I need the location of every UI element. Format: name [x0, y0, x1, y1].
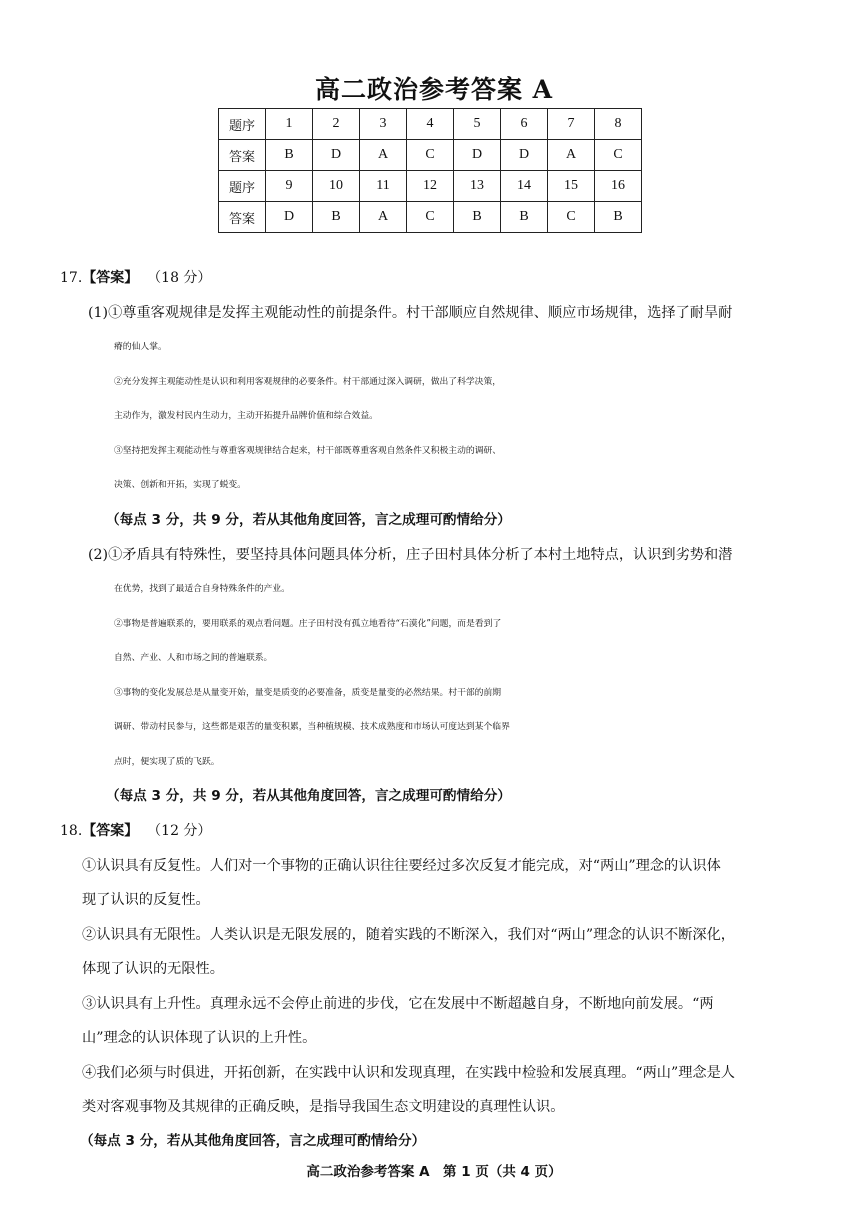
- q17-p1-line: ③坚持把发挥主观能动性与尊重客观规律结合起来，村干部既尊重客观自然条件又积极主动的调研、: [114, 446, 502, 456]
- answer-table-cell: D: [501, 140, 548, 171]
- answer-table-cell: D: [266, 202, 313, 233]
- answer-table: [218, 108, 642, 233]
- q18-line: ③认识具有上升性。真理永远不会停止前进的步伐，它在发展中不断超越自身，不断地向前发展。“两: [82, 996, 714, 1012]
- answer-table-cell: 3: [360, 109, 407, 140]
- answer-table-cell: A: [360, 140, 407, 171]
- q18-line: ①认识具有反复性。人们对一个事物的正确认识往往要经过多次反复才能完成，对“两山”理念的认识体: [82, 858, 721, 874]
- q17-score: （18 分）: [147, 270, 212, 286]
- q17-p2-line: ②事物是普遍联系的，要用联系的观点看问题。庄子田村没有孤立地看待“石漠化”问题，而是看到了: [114, 619, 502, 629]
- q18-score: （12 分）: [147, 823, 212, 839]
- q17-p2-scoring-note: （每点 3 分，共 9 分，若从其他角度回答，言之成理可酌情给分）: [106, 788, 511, 804]
- answer-table-cell: 9: [266, 171, 313, 202]
- q17-p2-line: (2)①矛盾具有特殊性，要坚持具体问题具体分析，庄子田村具体分析了本村土地特点，认识到劣势和潜: [88, 547, 733, 563]
- answer-table-cell: B: [454, 202, 501, 233]
- q18-line: 体现了认识的无限性。: [82, 961, 224, 977]
- answer-table-cell: 14: [501, 171, 548, 202]
- answer-table-cell: 16: [595, 171, 642, 202]
- answer-table-cell: C: [595, 140, 642, 171]
- answer-table-cell: C: [407, 202, 454, 233]
- q18-line: ②认识具有无限性。人类认识是无限发展的，随着实践的不断深入，我们对“两山”理念的认识不断深化，: [82, 927, 735, 943]
- q17-p2-line: 自然、产业、人和市场之间的普遍联系。: [114, 653, 273, 663]
- answer-table-cell: 8: [595, 109, 642, 140]
- answer-table-row: [219, 171, 642, 202]
- page-title: 高二政治参考答案 A: [314, 75, 554, 104]
- q17-header: [60, 268, 785, 288]
- answer-table-row: [219, 202, 642, 233]
- answer-table-cell: B: [595, 202, 642, 233]
- answer-table-cell: 11: [360, 171, 407, 202]
- answer-table-row: [219, 109, 642, 140]
- answer-table-cell: 4: [407, 109, 454, 140]
- q18-scoring-note: （每点 3 分，若从其他角度回答，言之成理可酌情给分）: [80, 1133, 426, 1149]
- answer-table-cell: 13: [454, 171, 501, 202]
- q17-p2-line: ③事物的变化发展总是从量变开始，量变是质变的必要准备，质变是量变的必然结果。村干部的前期: [114, 688, 502, 698]
- answer-table-cell: C: [407, 140, 454, 171]
- q17-number: 17.: [60, 270, 83, 286]
- answer-table-cell: D: [313, 140, 360, 171]
- q17-p1-line: 主动作为，激发村民内生动力，主动开拓提升品牌价值和综合效益。: [114, 411, 378, 421]
- answer-table-cell: A: [360, 202, 407, 233]
- answer-table-cell: C: [548, 202, 595, 233]
- q18-line: 现了认识的反复性。: [82, 892, 210, 908]
- answer-table-cell: 6: [501, 109, 548, 140]
- answer-table-cell: B: [266, 140, 313, 171]
- answer-table-cell: 15: [548, 171, 595, 202]
- q17-p1-line: 瘠的仙人掌。: [114, 342, 167, 352]
- answer-table-cell: A: [548, 140, 595, 171]
- page-footer: 高二政治参考答案 A 第 1 页（共 4 页）: [306, 1164, 562, 1180]
- q17-p1-line: (1)①尊重客观规律是发挥主观能动性的前提条件。村干部顺应自然规律、顺应市场规律，选择了耐旱耐: [88, 305, 733, 321]
- q18-line: 山”理念的认识体现了认识的上升性。: [82, 1030, 317, 1046]
- q18-number: 18.: [60, 823, 83, 839]
- answer-table-row: [219, 140, 642, 171]
- q17-p2-line: 在优势，找到了最适合自身特殊条件的产业。: [114, 584, 290, 594]
- answer-table-cell: 7: [548, 109, 595, 140]
- q18-line: 类对客观事物及其规律的正确反映，是指导我国生态文明建设的真理性认识。: [82, 1099, 565, 1115]
- answer-table-row-header: 答案: [219, 140, 266, 171]
- q17-p1-line: 决策、创新和开拓，实现了蜕变。: [114, 480, 246, 490]
- answer-table-cell: B: [501, 202, 548, 233]
- q17-answer-tag: 【答案】: [82, 270, 139, 286]
- answer-table-cell: 2: [313, 109, 360, 140]
- answer-table-cell: B: [313, 202, 360, 233]
- answer-table-row-header: 题序: [219, 171, 266, 202]
- q17-p1-line: ②充分发挥主观能动性是认识和利用客观规律的必要条件。村干部通过深入调研，做出了科学决策，: [114, 377, 502, 387]
- q18-line: ④我们必须与时俱进，开拓创新，在实践中认识和发现真理，在实践中检验和发展真理。“两山”理念是人: [82, 1065, 735, 1081]
- answer-table-cell: 1: [266, 109, 313, 140]
- answer-table-cell: 12: [407, 171, 454, 202]
- answer-table-cell: D: [454, 140, 501, 171]
- q18-header: [60, 821, 785, 841]
- answer-table-cell: 5: [454, 109, 501, 140]
- answer-table-cell: 10: [313, 171, 360, 202]
- q18-answer-tag: 【答案】: [82, 823, 139, 839]
- answer-table-row-header: 答案: [219, 202, 266, 233]
- q17-p2-line: 调研、带动村民参与，这些都是艰苦的量变积累，当种植规模、技术成熟度和市场认可度达到某个临界: [114, 722, 510, 732]
- q17-p1-scoring-note: （每点 3 分，共 9 分，若从其他角度回答，言之成理可酌情给分）: [106, 512, 511, 528]
- answer-table-row-header: 题序: [219, 109, 266, 140]
- q17-p2-line: 点时，便实现了质的飞跃。: [114, 757, 220, 767]
